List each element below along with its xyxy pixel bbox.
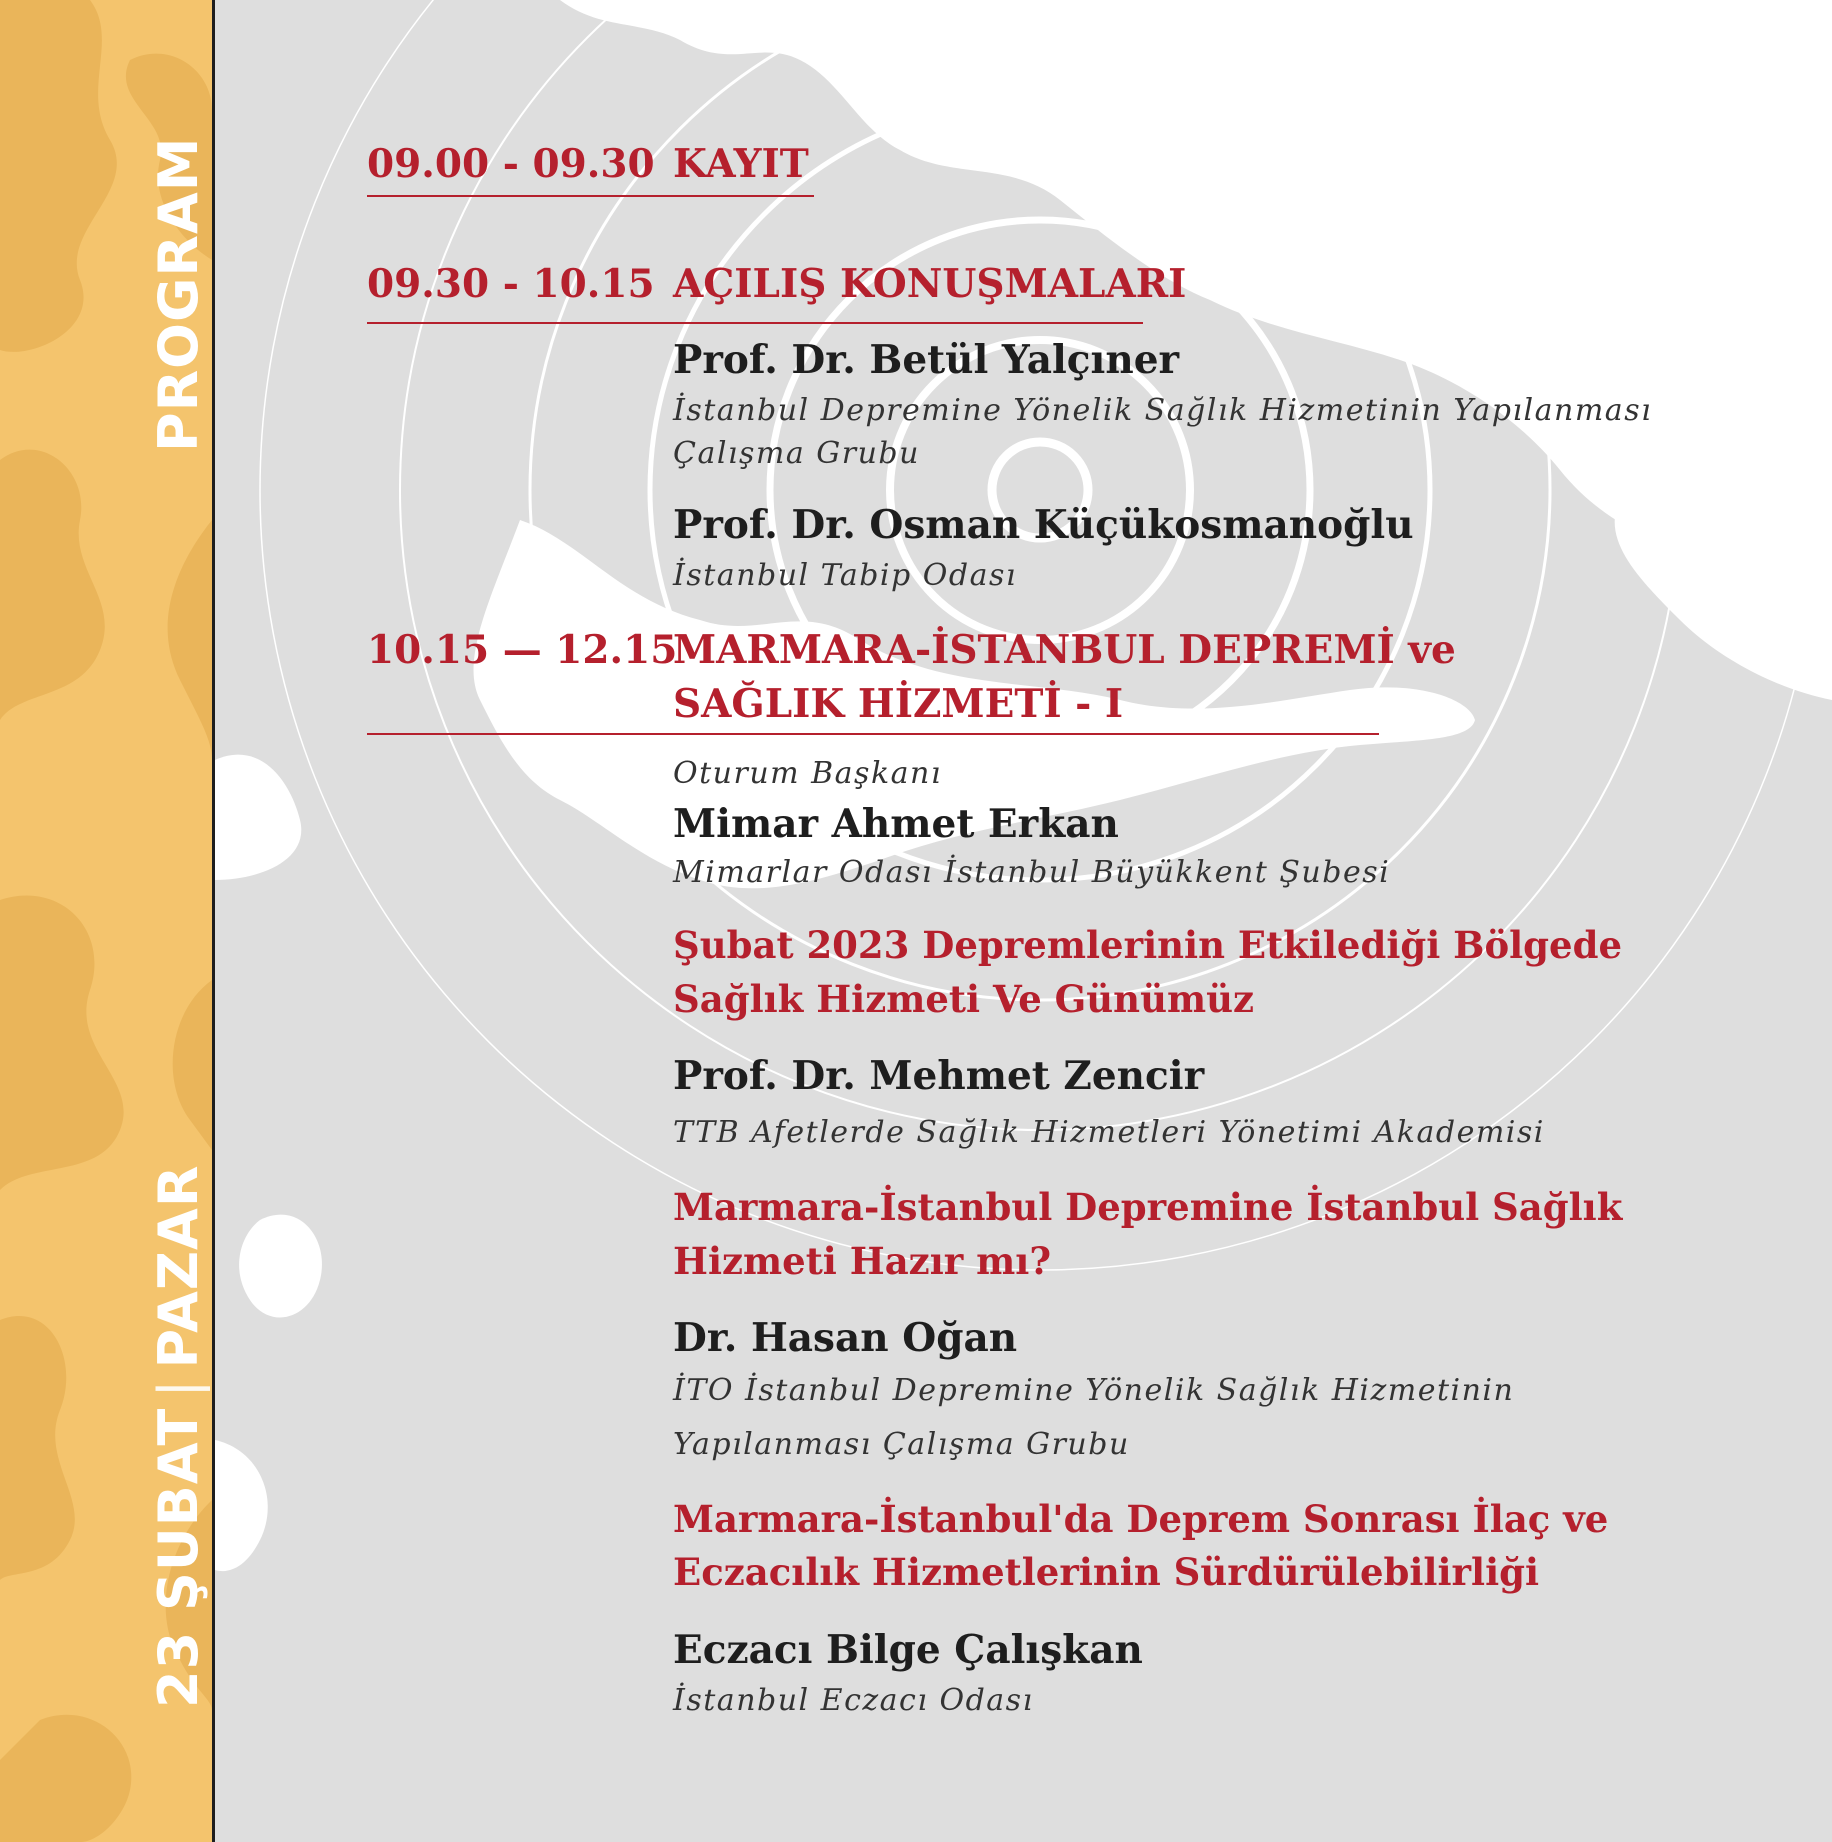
acilis-time: 09.30 - 10.15: [367, 261, 655, 307]
talk-title: Hizmeti Hazır mı?: [673, 1239, 1052, 1283]
session-title: MARMARA-İSTANBUL DEPREMİ ve: [673, 627, 1456, 673]
speaker-name: Prof. Dr. Mehmet Zencir: [673, 1053, 1205, 1099]
acilis-underline: [367, 322, 1143, 324]
speaker-affiliation: İTO İstanbul Depremine Yönelik Sağlık Hizmetinin: [673, 1373, 1515, 1408]
speaker-name: Prof. Dr. Betül Yalçıner: [673, 337, 1180, 383]
kayit-title: KAYIT: [673, 141, 809, 187]
speaker-affiliation: Çalışma Grubu: [673, 436, 920, 471]
program-label: PROGRAM: [147, 136, 210, 452]
day-text: PAZAR: [147, 1164, 210, 1369]
speaker-affiliation: İstanbul Depremine Yönelik Sağlık Hizmetinin Yapılanması: [673, 393, 1653, 428]
talk-title: Eczacılık Hizmetlerinin Sürdürülebilirliği: [673, 1550, 1540, 1594]
kayit-underline: [367, 195, 814, 197]
talk-title: Şubat 2023 Depremlerinin Etkilediği Bölgede: [673, 923, 1623, 967]
speaker-name: Prof. Dr. Osman Küçükosmanoğlu: [673, 502, 1414, 548]
session-title: SAĞLIK HİZMETİ - I: [673, 681, 1124, 727]
date-text: 23 ŞUBAT: [147, 1407, 210, 1708]
session-underline: [367, 733, 1379, 735]
talk-title: Sağlık Hizmeti Ve Günümüz: [673, 977, 1255, 1021]
chair-label: Oturum Başkanı: [673, 756, 942, 791]
acilis-title: AÇILIŞ KONUŞMALARI: [673, 261, 1187, 307]
talk-title: Marmara-İstanbul'da Deprem Sonrası İlaç ve: [673, 1497, 1609, 1541]
kayit-time: 09.00 - 09.30: [367, 141, 655, 187]
chair-affiliation: Mimarlar Odası İstanbul Büyükkent Şubesi: [673, 855, 1391, 890]
speaker-name: Dr. Hasan Oğan: [673, 1315, 1018, 1361]
speaker-name: Eczacı Bilge Çalışkan: [673, 1627, 1143, 1673]
speaker-affiliation: İstanbul Tabip Odası: [673, 558, 1017, 593]
speaker-affiliation: TTB Afetlerde Sağlık Hizmetleri Yönetimi Akademisi: [673, 1115, 1545, 1150]
speaker-affiliation: İstanbul Eczacı Odası: [673, 1683, 1034, 1718]
speaker-affiliation: Yapılanması Çalışma Grubu: [673, 1427, 1130, 1462]
chair-name: Mimar Ahmet Erkan: [673, 801, 1119, 847]
date-separator: |: [147, 1378, 210, 1398]
session-time: 10.15 — 12.15: [367, 627, 678, 673]
talk-title: Marmara-İstanbul Depremine İstanbul Sağlık: [673, 1185, 1623, 1229]
